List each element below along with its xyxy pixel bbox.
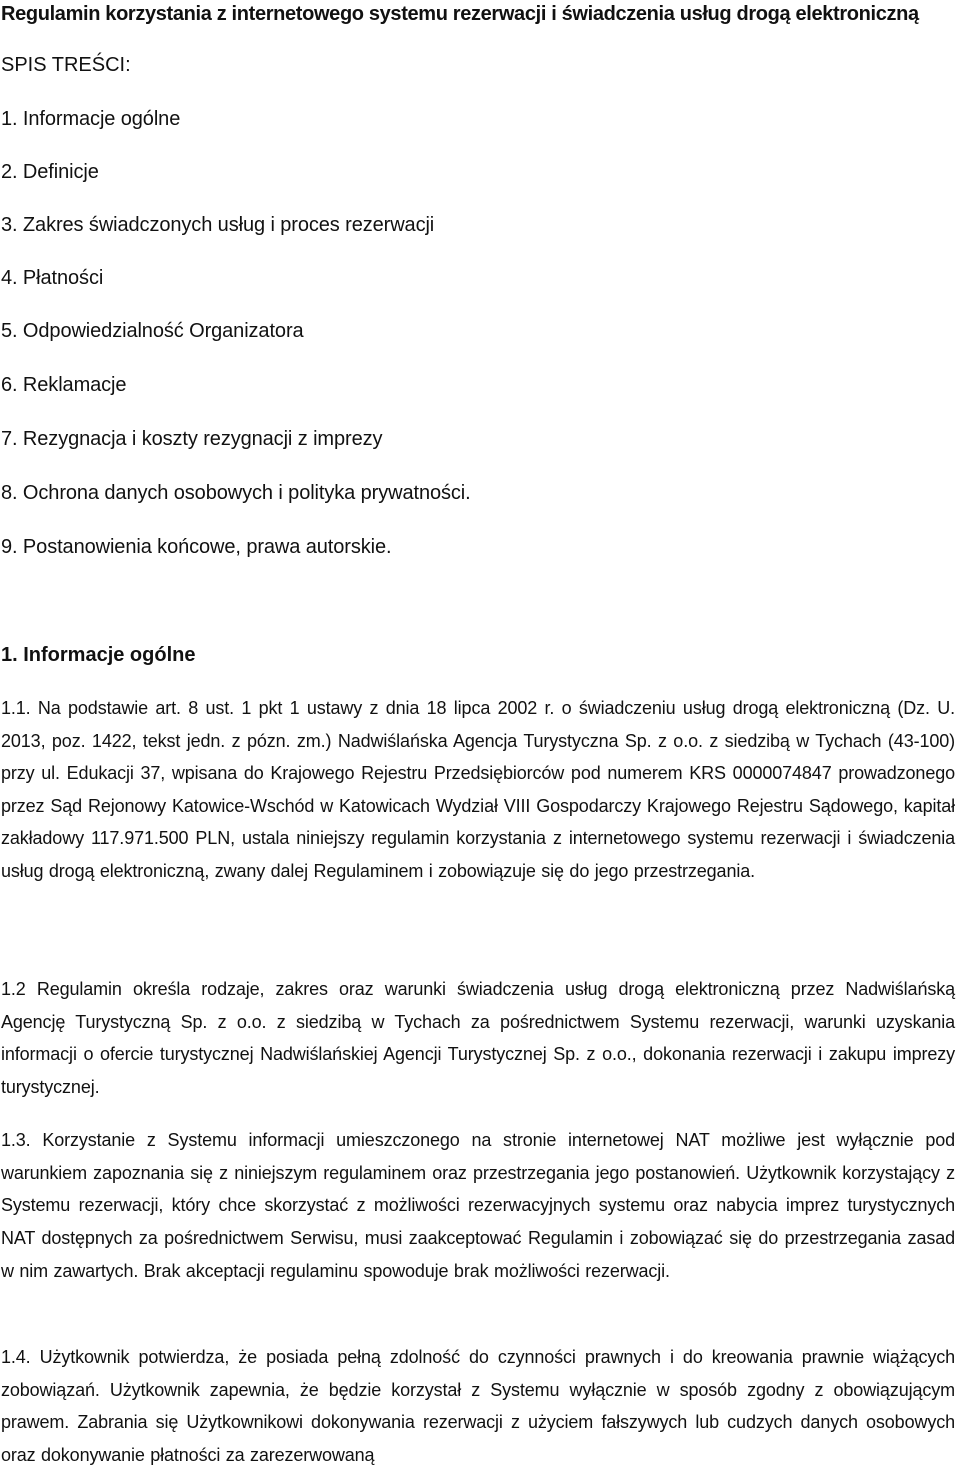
paragraph-1-4: 1.4. Użytkownik potwierdza, że posiada pełną zdolność do czynności prawnych i do kreowania prawnie wiążących zobowiązań. Użytkownik zapewnia, że będzie korzystał z Systemu wyłącznie w sposób zgodny z obowiązującym prawem. Zabrania się Użytkownikowi dokonywania rezerwacji z użyciem fałszywych lub cudzych danych osobowych oraz dokonywanie płatności za zarezerwowaną — [1, 1347, 955, 1466]
toc-item: 4. Płatności — [1, 267, 104, 289]
toc-item: 3. Zakres świadczonych usług i proces rezerwacji — [1, 214, 435, 236]
toc-heading: SPIS TREŚCI: — [1, 54, 131, 76]
toc-item: 7. Rezygnacja i koszty rezygnacji z imprezy — [1, 428, 383, 450]
toc-item: 2. Definicje — [1, 161, 99, 183]
section-heading: 1. Informacje ogólne — [1, 644, 196, 666]
toc-item: 8. Ochrona danych osobowych i polityka prywatności. — [1, 482, 471, 504]
document-title: Regulamin korzystania z internetowego systemu rezerwacji i świadczenia usług drogą elektroniczną — [1, 3, 919, 25]
paragraph-1-3: 1.3. Korzystanie z Systemu informacji umieszczonego na stronie internetowej NAT możliwe jest wyłącznie pod warunkiem zapoznania się z niniejszym regulaminem oraz przestrzegania jego postanowień. Użytkownik korzystający z Systemu rezerwacji, który chce skorzystać z możliwości rezerwacyjnych systemu oraz nabycia imprez turystycznych NAT dostępnych za pośrednictwem Serwisu, musi zaakceptować Regulamin i zobowiązać się do przestrzegania zasad w nim zawartych. Brak akceptacji regulaminu spowoduje brak możliwości rezerwacji. — [1, 1130, 955, 1281]
paragraph-1-2: 1.2 Regulamin określa rodzaje, zakres oraz warunki świadczenia usług drogą elektroniczną przez Nadwiślańską Agencję Turystyczną Sp. z o.o. z siedzibą w Tychach za pośrednictwem Systemu rezerwacji, warunki uzyskania informacji o ofercie turystycznej Nadwiślańskiej Agencji Turystycznej Sp. z o.o., dokonania rezerwacji i zakupu imprezy turystycznej. — [1, 979, 955, 1098]
toc-item: 1. Informacje ogólne — [1, 108, 181, 130]
toc-item: 6. Reklamacje — [1, 374, 127, 396]
toc-item: 9. Postanowienia końcowe, prawa autorskie. — [1, 536, 392, 558]
toc-item: 5. Odpowiedzialność Organizatora — [1, 320, 304, 342]
paragraph-1-1: 1.1. Na podstawie art. 8 ust. 1 pkt 1 ustawy z dnia 18 lipca 2002 r. o świadczeniu usług drogą elektroniczną (Dz. U. 2013, poz. 1422, tekst jedn. z pózn. zm.) Nadwiślańska Agencja Turystyczna Sp. z o.o. z siedzibą w Tychach (43-100) przy ul. Edukacji 37, wpisana do Krajowego Rejestru Przedsiębiorców pod numerem KRS 0000074847 prowadzonego przez Sąd Rejonowy Katowice-Wschód w Katowicach Wydział VIII Gospodarczy Krajowego Rejestru Sądowego, kapitał zakładowy 117.971.500 PLN, ustala niniejszy regulamin korzystania z internetowego systemu rezerwacji i świadczenia usług drogą elektroniczną, zwany dalej Regulaminem i zobowiązuje się do jego przestrzegania. — [1, 698, 955, 881]
